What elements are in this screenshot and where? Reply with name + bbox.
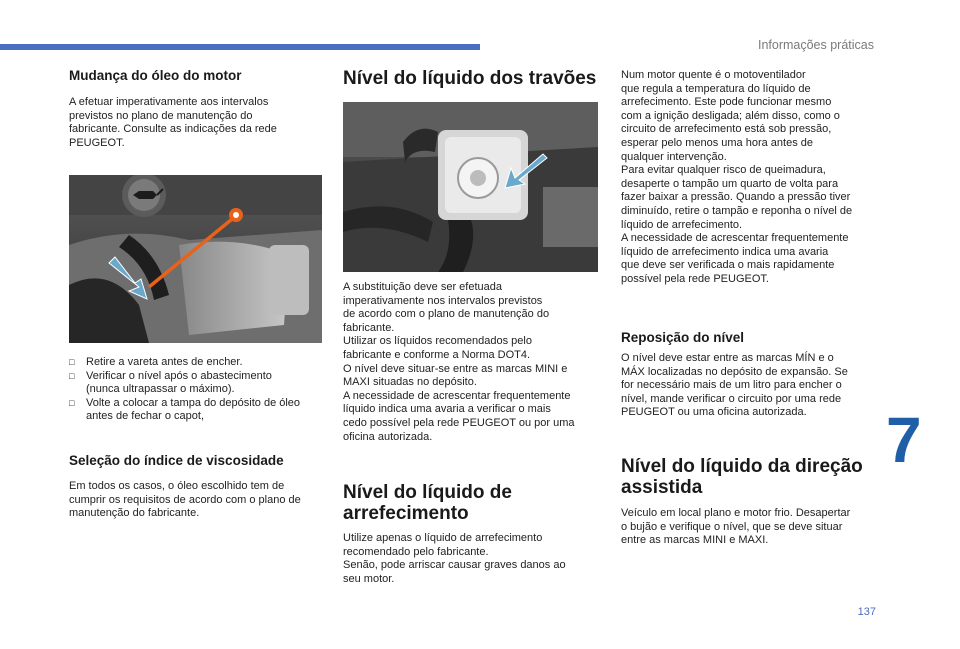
brake-reservoir-photo: [343, 102, 598, 272]
text-line: MÁX localizadas no depósito de expansão. Se: [621, 365, 848, 378]
text-line: diminuído, retire o tampão e reponha o nível de: [621, 204, 853, 217]
reset-level-text: [621, 352, 848, 420]
oil-steps-list: [69, 356, 329, 424]
accent-bar: [0, 44, 480, 50]
text-line: nível, mande verificar o circuito por uma rede: [621, 392, 842, 405]
text-line: cumprir os requisitos de acordo com o plano de: [69, 493, 301, 506]
heading-line: Nível do líquido da direção: [621, 456, 863, 477]
oil-change-heading: Mudança do óleo do motor: [69, 68, 242, 83]
oil-dipstick-photo: [69, 175, 322, 343]
text-line: que deve ser verificada o mais rapidamente: [621, 259, 835, 272]
text-line: imperativamente nos intervalos previstos: [343, 294, 543, 307]
text-line: Volte a colocar a tampa do depósito de óleo: [86, 396, 301, 409]
text-line: esperar pelo menos uma hora antes de: [621, 136, 814, 149]
text-line: Em todos os casos, o óleo escolhido tem de: [69, 480, 285, 492]
text-line: A substituição deve ser efetuada: [343, 281, 502, 293]
text-line: PEUGEOT.: [69, 136, 125, 149]
running-title: Informações práticas: [757, 38, 874, 52]
reset-level-heading: Reposição do nível: [621, 330, 745, 345]
text-line: Para evitar qualquer risco de queimadura,: [621, 164, 826, 177]
text-line: A efetuar imperativamente aos intervalos: [69, 96, 269, 108]
heading-line: Nível do líquido de: [343, 482, 512, 503]
text-line: líquido de arrefecimento indica uma avaria: [621, 245, 829, 258]
list-item: [69, 356, 329, 370]
text-line: arrefecimento. Este pode funcionar mesmo: [621, 96, 832, 109]
heading-line: assistida: [621, 477, 703, 498]
oil-change-text: [69, 96, 277, 150]
text-line: qualquer intervenção.: [621, 150, 727, 163]
checkbox-square-icon: □: [69, 397, 75, 408]
text-line: O nível deve situar-se entre as marcas MINI e: [343, 362, 568, 375]
hot-engine-text: [621, 69, 852, 287]
page-number: 137: [857, 606, 876, 618]
heading-line: arrefecimento: [343, 503, 469, 524]
text-line: líquido de arrefecimento.: [621, 218, 743, 231]
text-line: desaperte o tampão um quarto de volta para: [621, 177, 839, 190]
text-line: MAXI situadas no depósito.: [343, 376, 477, 389]
text-line: Verificar o nível após o abastecimento: [86, 369, 272, 382]
coolant-heading: [343, 482, 512, 524]
text-line: manutenção do fabricante.: [69, 507, 200, 520]
chapter-number: 7: [886, 404, 922, 476]
text-line: fabricante e conforme a Norma DOT4.: [343, 348, 531, 361]
text-line: O nível deve estar entre as marcas MÍN e o: [621, 352, 834, 364]
text-line: PEUGEOT ou uma oficina autorizada.: [621, 406, 807, 419]
steering-fluid-text: [621, 507, 850, 548]
text-line: entre as marcas MINI e MAXI.: [621, 534, 769, 547]
text-line: A necessidade de acrescentar frequentemente: [621, 232, 849, 245]
text-line: Num motor quente é o motoventilador: [621, 69, 806, 81]
checkbox-square-icon: □: [69, 357, 75, 367]
text-line: Utilizar os líquidos recomendados pelo: [343, 335, 532, 348]
text-line: Retire a vareta antes de encher.: [86, 356, 243, 368]
text-line: circuito de arrefecimento está sob pressão,: [621, 123, 832, 136]
viscosity-text: [69, 480, 301, 521]
text-line: fazer baixar a pressão. Quando a pressão tiver: [621, 191, 851, 204]
text-line: de acordo com o plano de manutenção do: [343, 308, 550, 321]
text-line: fabricante.: [343, 321, 395, 334]
text-line: oficina autorizada.: [343, 430, 433, 443]
text-line: com a ignição desligada; além disso, como o: [621, 109, 840, 122]
text-line: líquido indica uma avaria a verificar o mais: [343, 403, 551, 416]
checkbox-square-icon: □: [69, 370, 75, 381]
brake-fluid-text: [343, 281, 575, 444]
text-line: Senão, pode arriscar causar graves danos ao: [343, 559, 566, 572]
text-line: (nunca ultrapassar o máximo).: [86, 383, 235, 396]
steering-fluid-heading: [621, 456, 863, 498]
brake-fluid-heading: Nível do líquido dos travões: [343, 68, 597, 89]
text-line: recomendado pelo fabricante.: [343, 545, 489, 558]
text-line: possível pela rede PEUGEOT.: [621, 272, 769, 285]
list-item: [69, 397, 329, 424]
text-line: que regula a temperatura do líquido de: [621, 82, 811, 95]
text-line: previstos no plano de manutenção do: [69, 109, 253, 122]
text-line: seu motor.: [343, 572, 395, 585]
text-line: A necessidade de acrescentar frequentemente: [343, 389, 571, 402]
text-line: o bujão e verifique o nível, que se deve situar: [621, 520, 843, 533]
text-line: cedo possível pela rede PEUGEOT ou por uma: [343, 416, 575, 429]
coolant-text: [343, 532, 566, 586]
text-line: fabricante. Consulte as indicações da rede: [69, 123, 277, 136]
text-line: Veículo em local plano e motor frio. Desapertar: [621, 507, 851, 519]
list-item: [69, 370, 329, 397]
text-line: for necessário mais de um litro para encher o: [621, 379, 842, 392]
text-line: Utilize apenas o líquido de arrefecimento: [343, 532, 543, 544]
viscosity-heading: Seleção do índice de viscosidade: [69, 453, 284, 468]
text-line: antes de fechar o capot,: [86, 410, 205, 423]
